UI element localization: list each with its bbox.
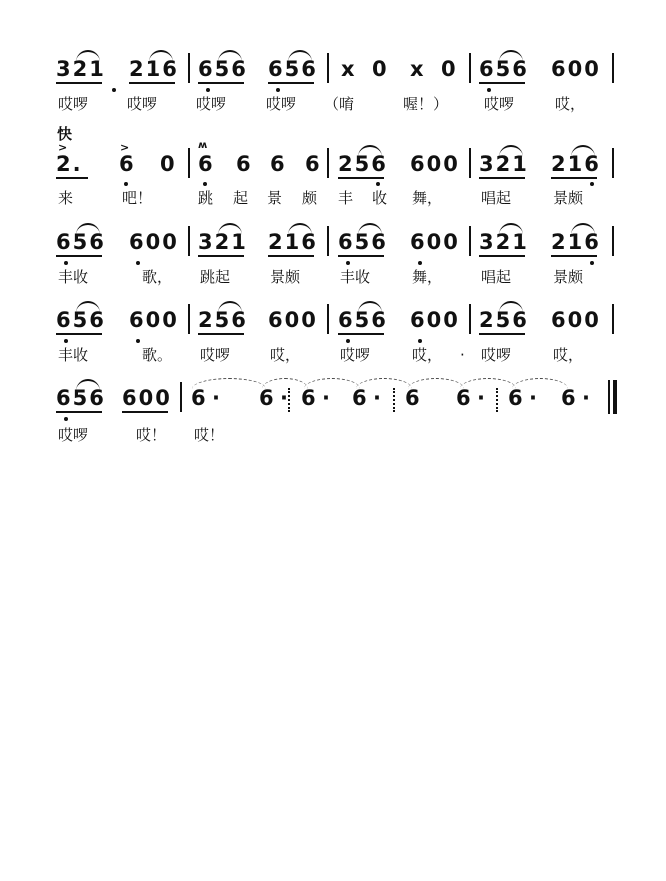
underline xyxy=(122,411,168,413)
dot-mark: · xyxy=(212,386,222,410)
lyric: 丰收 xyxy=(58,268,89,286)
slur xyxy=(499,145,523,157)
note: 6 xyxy=(301,386,318,410)
underline xyxy=(338,255,384,257)
lyric: 景 xyxy=(267,189,283,207)
note-group: 216 xyxy=(551,230,601,254)
note: 6 xyxy=(236,152,253,176)
note-group: 656 xyxy=(268,57,318,81)
slur xyxy=(499,50,523,62)
final-bar-line xyxy=(608,380,610,414)
note: 6 xyxy=(198,152,215,176)
lyric: 颇 xyxy=(302,189,318,207)
underline xyxy=(198,333,244,335)
octave-dot xyxy=(203,182,207,186)
note-group: 600 xyxy=(410,230,460,254)
underline xyxy=(338,177,384,179)
note-group: 656 xyxy=(479,57,529,81)
underline xyxy=(56,255,102,257)
dot-mark: · xyxy=(373,386,383,410)
bar-line xyxy=(612,226,614,256)
octave-dot xyxy=(64,339,68,343)
lyric: 喔！） xyxy=(403,95,449,113)
note-group: 321 xyxy=(56,57,106,81)
bar-line xyxy=(469,304,471,334)
lyric: 景颇 xyxy=(270,268,301,286)
tie xyxy=(262,378,308,389)
lyric: 哎！ xyxy=(136,426,167,444)
lyric: 唱起 xyxy=(481,268,512,286)
lyric: 哎啰 xyxy=(200,346,231,364)
note-group: 2. xyxy=(56,152,83,176)
note-group: 600 xyxy=(551,308,601,332)
bar-line xyxy=(327,148,329,178)
note: 6 xyxy=(305,152,322,176)
note-group: 600 xyxy=(122,386,172,410)
tie xyxy=(192,378,266,389)
dot-mark: · xyxy=(322,386,332,410)
slur xyxy=(76,379,100,391)
bar-line xyxy=(188,304,190,334)
note: 6 xyxy=(456,386,473,410)
lyric: 唱起 xyxy=(481,189,512,207)
slur xyxy=(76,223,100,235)
tie xyxy=(460,378,516,389)
underline xyxy=(129,82,175,84)
tempo-mark: 快 xyxy=(57,125,73,143)
bar-line xyxy=(327,53,329,83)
underline xyxy=(551,255,597,257)
slur xyxy=(218,50,242,62)
octave-dot xyxy=(590,182,594,186)
note-group: 656 xyxy=(56,230,106,254)
dot-mark: · xyxy=(477,386,487,410)
note-group: 656 xyxy=(338,308,388,332)
slur xyxy=(571,223,595,235)
trill-icon: ʍ xyxy=(198,140,208,151)
note-group: 216 xyxy=(551,152,601,176)
lyric: 歌。 xyxy=(142,346,173,364)
note: 6 xyxy=(508,386,525,410)
bar-line xyxy=(327,304,329,334)
note-group: 600 xyxy=(551,57,601,81)
lyric: 起 xyxy=(233,189,249,207)
bar-line xyxy=(327,226,329,256)
lyric: 舞， xyxy=(412,189,443,207)
note-group: 656 xyxy=(56,386,106,410)
octave-dot xyxy=(276,88,280,92)
octave-dot xyxy=(136,261,140,265)
note-group: 256 xyxy=(198,308,248,332)
octave-dot xyxy=(64,417,68,421)
note-group: 600 xyxy=(410,152,460,176)
bar-line xyxy=(188,148,190,178)
lyric: 跳 xyxy=(198,189,214,207)
slur xyxy=(499,301,523,313)
lyric: 哎啰 xyxy=(196,95,227,113)
note-group: 600 xyxy=(410,308,460,332)
octave-dot xyxy=(418,261,422,265)
bar-line xyxy=(188,53,190,83)
underline xyxy=(268,255,314,257)
lyric: 哎， xyxy=(270,346,301,364)
underline xyxy=(479,177,525,179)
note-group: 321 xyxy=(479,152,529,176)
lyric: 景颇 xyxy=(553,268,584,286)
note-rest: 0 xyxy=(441,57,458,81)
note: 6 xyxy=(191,386,208,410)
octave-dot xyxy=(112,88,116,92)
note-rest: 0 xyxy=(372,57,389,81)
lyric: 哎啰 xyxy=(484,95,515,113)
accent-icon: > xyxy=(58,141,68,154)
slur xyxy=(358,145,382,157)
note: 6 xyxy=(405,386,422,410)
note-group: 656 xyxy=(198,57,248,81)
final-bar-line xyxy=(613,380,617,414)
octave-dot xyxy=(376,182,380,186)
dot-mark: · xyxy=(280,386,290,410)
slur xyxy=(149,50,173,62)
note-group: 600 xyxy=(129,308,179,332)
octave-dot xyxy=(124,182,128,186)
tie xyxy=(512,378,568,389)
note-group: 216 xyxy=(129,57,179,81)
accent-icon: > xyxy=(120,141,130,154)
tie xyxy=(408,378,464,389)
bar-line xyxy=(612,53,614,83)
note: 6 xyxy=(561,386,578,410)
lyric: 收 xyxy=(372,189,388,207)
tie xyxy=(304,378,360,389)
note-rest: 0 xyxy=(160,152,177,176)
octave-dot xyxy=(418,339,422,343)
bar-line xyxy=(469,148,471,178)
octave-dot xyxy=(136,339,140,343)
slur xyxy=(76,50,100,62)
lyric: 哎！ xyxy=(194,426,225,444)
underline xyxy=(198,255,244,257)
lyric: 吧！ xyxy=(122,189,153,207)
lyric: 哎啰 xyxy=(127,95,158,113)
note-group: 321 xyxy=(198,230,248,254)
bar-line xyxy=(469,53,471,83)
lyric-dot: · xyxy=(460,346,465,364)
slur xyxy=(76,301,100,313)
lyric: 哎， xyxy=(555,95,586,113)
slur xyxy=(499,223,523,235)
lyric: 哎啰 xyxy=(58,95,89,113)
slur xyxy=(288,50,312,62)
octave-dot xyxy=(590,261,594,265)
lyric: 哎， xyxy=(412,346,443,364)
note-x: x xyxy=(410,57,426,81)
note-group: 321 xyxy=(479,230,529,254)
lyric: 丰收 xyxy=(340,268,371,286)
octave-dot xyxy=(346,339,350,343)
note-group: 256 xyxy=(338,152,388,176)
bar-line xyxy=(496,388,498,412)
bar-line xyxy=(612,304,614,334)
note-group: 656 xyxy=(338,230,388,254)
octave-dot xyxy=(206,88,210,92)
bar-line xyxy=(188,226,190,256)
tie xyxy=(356,378,412,389)
lyric: （唷 xyxy=(324,95,355,113)
lyric: 丰 xyxy=(338,189,354,207)
underline xyxy=(479,333,525,335)
note: 6 xyxy=(259,386,276,410)
note-group: 600 xyxy=(268,308,318,332)
note-group: 656 xyxy=(56,308,106,332)
note-group: 256 xyxy=(479,308,529,332)
bar-line xyxy=(180,382,182,412)
bar-line xyxy=(393,388,395,412)
lyric: 景颇 xyxy=(553,189,584,207)
octave-dot xyxy=(487,88,491,92)
underline xyxy=(56,411,102,413)
underline xyxy=(551,177,597,179)
dot-mark: · xyxy=(529,386,539,410)
slur xyxy=(218,223,242,235)
slur xyxy=(358,223,382,235)
octave-dot xyxy=(346,261,350,265)
note-group: 216 xyxy=(268,230,318,254)
lyric: 哎啰 xyxy=(58,426,89,444)
underline xyxy=(56,177,88,179)
slur xyxy=(358,301,382,313)
bar-line xyxy=(612,148,614,178)
note: 6 xyxy=(270,152,287,176)
lyric: 跳起 xyxy=(200,268,231,286)
underline xyxy=(268,82,314,84)
dot-mark: · xyxy=(582,386,592,410)
underline xyxy=(56,333,102,335)
lyric: 舞， xyxy=(412,268,443,286)
octave-dot xyxy=(64,261,68,265)
lyric: 哎， xyxy=(553,346,584,364)
underline xyxy=(56,82,102,84)
underline xyxy=(198,82,244,84)
bar-line xyxy=(288,388,290,412)
underline xyxy=(479,82,525,84)
lyric: 哎啰 xyxy=(481,346,512,364)
lyric: 哎啰 xyxy=(266,95,297,113)
slur xyxy=(288,223,312,235)
underline xyxy=(479,255,525,257)
note: 6 xyxy=(352,386,369,410)
underline xyxy=(338,333,384,335)
note: 6 xyxy=(119,152,136,176)
lyric: 哎啰 xyxy=(340,346,371,364)
bar-line xyxy=(469,226,471,256)
lyric: 歌， xyxy=(142,268,173,286)
lyric: 丰收 xyxy=(58,346,89,364)
note-x: x xyxy=(341,57,357,81)
lyric: 来 xyxy=(58,189,74,207)
slur xyxy=(571,145,595,157)
note-group: 600 xyxy=(129,230,179,254)
slur xyxy=(218,301,242,313)
